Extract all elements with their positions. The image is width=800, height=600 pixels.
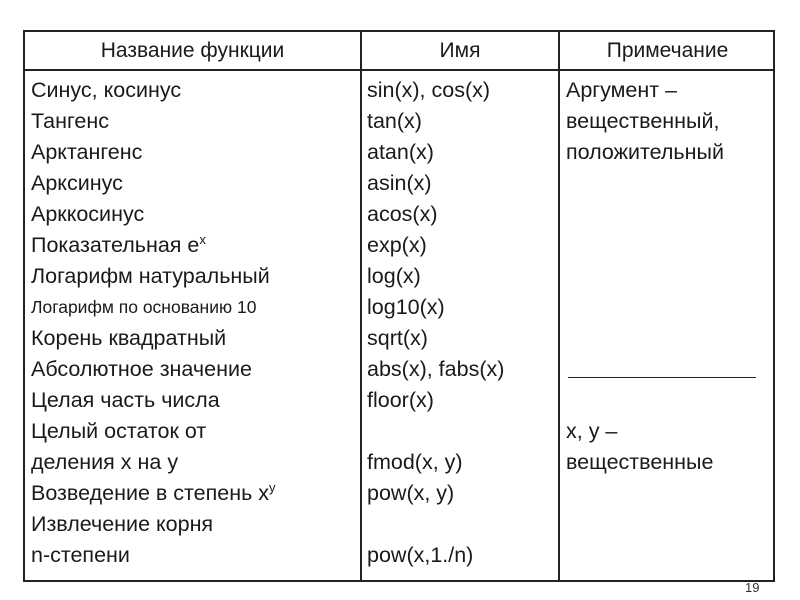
name-acos: Арккосинус xyxy=(31,202,145,226)
name-floor: Целая часть числа xyxy=(31,388,220,412)
column-divider xyxy=(558,32,560,580)
note-spacer xyxy=(566,292,771,323)
note-xy-line2: вещественные xyxy=(566,450,714,474)
name-exp xyxy=(31,230,357,261)
name-abs: Абсолютное значение xyxy=(31,357,252,381)
note-separator-rule xyxy=(566,354,756,385)
note-spacer xyxy=(566,261,771,292)
note-xy-line1: x, y – xyxy=(566,419,618,443)
id-floor: floor(x) xyxy=(367,388,434,412)
name-fmod-line2: деления x на y xyxy=(31,450,179,474)
header-note: Примечание xyxy=(606,39,729,62)
id-log10: log10(x) xyxy=(367,295,445,319)
name-exp-superscript: x xyxy=(199,232,206,247)
page-number: 19 xyxy=(745,580,760,595)
id-root: pow(x,1./n) xyxy=(367,543,474,567)
name-log10: Логарифм по основанию 10 xyxy=(31,297,257,317)
id-sqrt: sqrt(x) xyxy=(367,326,428,350)
functions-table xyxy=(23,30,775,595)
note-spacer xyxy=(566,385,771,416)
name-tan: Тангенс xyxy=(31,109,109,133)
name-sqrt: Корень квадратный xyxy=(31,326,227,350)
note-argument-line1: Аргумент – xyxy=(566,78,678,102)
id-fmod: fmod(x, y) xyxy=(367,450,463,474)
id-spacer xyxy=(367,509,557,540)
column-divider xyxy=(360,32,362,580)
note-spacer xyxy=(566,230,771,261)
header-function-name: Название функции xyxy=(100,39,285,62)
id-log: log(x) xyxy=(367,264,421,288)
column-identifiers xyxy=(367,75,557,571)
note-argument-line3: положительный xyxy=(566,140,724,164)
note-spacer xyxy=(566,323,771,354)
name-pow-superscript: y xyxy=(269,480,276,495)
column-notes xyxy=(566,75,771,478)
name-sin-cos: Синус, косинус xyxy=(31,78,182,102)
id-asin: asin(x) xyxy=(367,171,432,195)
id-sin-cos: sin(x), cos(x) xyxy=(367,78,491,102)
id-exp: exp(x) xyxy=(367,233,427,257)
name-atan: Арктангенс xyxy=(31,140,143,164)
note-argument-line2: вещественный, xyxy=(566,109,720,133)
column-function-names xyxy=(31,75,357,571)
name-pow xyxy=(31,478,357,509)
id-abs: abs(x), fabs(x) xyxy=(367,357,505,381)
name-exp-text: Показательная e xyxy=(31,233,200,257)
id-atan: atan(x) xyxy=(367,140,434,164)
name-root-line1: Извлечение корня xyxy=(31,512,214,536)
name-pow-text: Возведение в степень x xyxy=(31,481,270,505)
name-log: Логарифм натуральный xyxy=(31,264,270,288)
note-spacer xyxy=(566,168,771,199)
id-acos: acos(x) xyxy=(367,202,438,226)
id-tan: tan(x) xyxy=(367,109,422,133)
name-fmod-line1: Целый остаток от xyxy=(31,419,207,443)
name-asin: Арксинус xyxy=(31,171,123,195)
id-spacer xyxy=(367,416,557,447)
name-root-line2: n-степени xyxy=(31,543,130,567)
table-header-row xyxy=(25,32,773,71)
note-spacer xyxy=(566,199,771,230)
header-identifier: Имя xyxy=(439,39,481,62)
id-pow: pow(x, y) xyxy=(367,481,455,505)
